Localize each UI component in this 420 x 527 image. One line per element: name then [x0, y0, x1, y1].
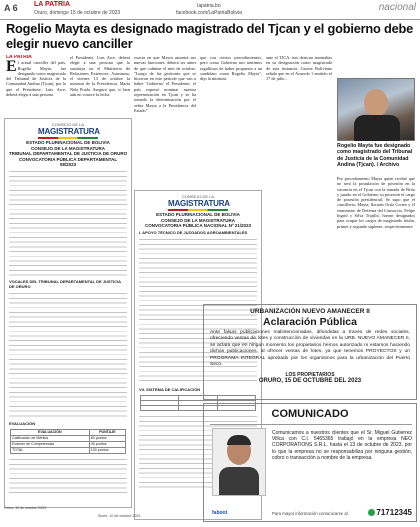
article-col-1	[6, 55, 66, 115]
notice2-subtitle-2: VII. SISTEMA DE CALIFICACIÓN	[139, 386, 201, 392]
page-header	[0, 0, 420, 20]
col4-text: que con ciertos procedimientos, pero como Gobierno nos sentimos orgullosos de haber propuesto a un candidato como Rogelio Mayta", dijo la ministra.	[200, 55, 262, 82]
col5-text-b: Gaceta Boliviano señala que en el Acuerdo 1 emitido el 17 de julio...	[266, 65, 332, 82]
notice-tribunal	[4, 118, 132, 508]
notice-subtitle: VOCALES DEL TRIBUNAL DEPARTAMENTAL DE JUSTICIA DE ORURO	[9, 278, 121, 289]
notice-title: ESTADO PLURINACIONAL DE BOLIVIA CONSEJO DE LA MAGISTRATURA TRIBUNAL DEPARTAMENTAL DE JUSTICIA DE ORURO CONVOCATORIA PÚBLICA DEPARTAMENTAL 08/2023	[8, 140, 128, 168]
col5-text: ante el TJCA, tras detectar anomalías en su designación como magistrado de esta instancia.	[266, 55, 332, 71]
dropcap: E	[6, 58, 17, 76]
notice2-footer: Sucre, 10 de octubre 2023	[98, 514, 141, 518]
photo-caption: Rogelio Mayta fue designado como magistrado del Tribunal de Justicia de la Comunidad Andina (Tjcan). / Archivo	[337, 143, 413, 169]
comunicado-title: COMUNICADO	[271, 408, 349, 420]
urb-subtitle: Aclaración Pública	[263, 316, 357, 328]
phone-number[interactable]: 71712345	[368, 508, 412, 517]
website-link[interactable]: lapatria.bo	[197, 3, 221, 9]
notice-body-b	[5, 290, 131, 420]
notice-subtitle-2: EVALUACIÓN	[9, 420, 36, 426]
article-col-2	[70, 55, 130, 115]
col6-text: Por procedimiento Mayta quien recibió que no será la postulación de posesión en la vacancia en el Tjcan con la tomada de Brito y jurado en el Gobierno su posesión el cargo de posesión presidencial. Se supo que el cancilleria, Mayta, llorarás Ortiz Cortez y el exministro de Defensa del Consorcio, Felipe Ingrid y Silva Trujillo, fueron designados para ocupar los cargos de magistrado titular, primer y segundo suplente, respectivamente.	[337, 176, 415, 229]
notice2-subtitle: I. APOYO TÉCNICO DE JUZGADOS AGROAMBIENTALES	[139, 229, 248, 235]
notice2-title: ESTADO PLURINACIONAL DE BOLIVIA CONSEJO DE LA MAGISTRATURA CONVOCATORIA PÚBLICA NACIONAL Nº 21/2023	[144, 212, 252, 229]
portrait-suit	[354, 115, 400, 141]
lead-text: l actual canciller del país, Rogelio Mayta, fue designado como magistrado del Tribunal de Justicia de la Comunidad Andina (Tjcan), por lo que el Presidente, Luis Arce, deberá elegir a una persona	[6, 60, 66, 98]
urb-date: ORURO, 15 DE OCTUBRE DEL 2023	[258, 378, 362, 385]
notice1-footer: Oruro, 10 de octubre 2023	[4, 506, 47, 510]
notice-body-a	[5, 168, 131, 278]
headline: Rogelio Mayta es designado magistrado del Tjcan y el gobierno debe elegir nuevo canciller	[6, 21, 414, 51]
col2-text: el Presidente, Luis Arce, deberá elegir a una persona que lo sustituya en el Ministerio de Relaciones Exteriores. Asimismo, el viernes 13 de octubre la ministra de la Presidencia, María Nela Prada. Aseguró que, si bien aún no conoce la fecha	[70, 55, 130, 98]
kicker: LA PATRIA	[6, 55, 32, 60]
article-photo	[337, 78, 415, 141]
col3-quote: "Luego de las gestiones que se hicieron en este período que van a haber 'Gobierno' el Presidente, el país expresó nominar nuestra representación en Tjcan y se ha tomado la determinación por el señor Mayta a la Presidencia del Estado"	[134, 70, 196, 113]
phone-label: Para mayor información comunicarse al	[272, 511, 348, 516]
section-label: nacional	[378, 2, 416, 13]
header-links	[176, 3, 242, 17]
whatsapp-icon	[368, 509, 375, 516]
urbanizacion-notice	[203, 304, 417, 400]
evaluation-table: EVALUACIÓN PUNTAJE Calificación de Méritos 60 puntos Examen de Competencias 40 puntos TOTAL 100 puntos	[10, 429, 126, 454]
urb-signature: LOS PROPIETARIOS	[285, 372, 335, 379]
person-photo	[212, 428, 266, 496]
issue-date: Oruro, domingo 15 de octubre de 2023	[34, 10, 121, 16]
article-col-5	[266, 55, 332, 245]
brand-logo: faboot	[212, 510, 228, 516]
comunicado-footer	[272, 510, 412, 520]
page-number: A 6	[4, 3, 18, 13]
notice-body-c	[5, 456, 131, 496]
urb-title: URBANIZACIÓN NUEVO AMANECER II	[250, 308, 370, 315]
urb-body: Ante falsas publicaciones malintencionadas, difundidas a través de redes sociales, ofreciendo ventas de lotes y construcción de viviendas en la URB. NUEVO AMANECER II, se aclara que en ningún momento los propietarios hemos autorizado ni estamos haciendo dichas publicaciones, al ofrecer ventas de lotes, ya que tenemos PROYECTOS y un PROGRAMA INTEGRAL aprobado por los organismos para la urbanización del Puerto Seco.	[210, 330, 410, 368]
magistratura-seal: CONSEJO DE LA MAGISTRATURA	[38, 122, 98, 139]
comunicado-notice	[203, 403, 417, 522]
article-col-3	[134, 55, 196, 115]
col3-text: exacta en que Mayta asumirá sus nuevas funciones, deberá ser antes de que culmine el mes de octubre.	[134, 55, 196, 71]
portrait-face	[364, 89, 388, 117]
masthead-logo: LA PATRIA	[34, 1, 71, 8]
article-col-4	[200, 55, 262, 115]
facebook-link[interactable]: facebook.com/LaPatriaBolivia	[176, 10, 242, 16]
article-col-6	[337, 176, 415, 301]
comunicado-body: Comunicamos a nuestros clientes que el Sr. Miguel Gutierrez Villca con C.I. 5465365 trabajó en la empresa NEO CORPORATIONS S.R.L. hasta el 13 de octubre de 2023, por lo que la empresa no se responsabiliza por ninguna gestión, cobro o transacción a nombre de la empresa.	[272, 430, 412, 461]
magistratura-seal-2: CONSEJO DE LA MAGISTRATURA	[168, 194, 228, 211]
